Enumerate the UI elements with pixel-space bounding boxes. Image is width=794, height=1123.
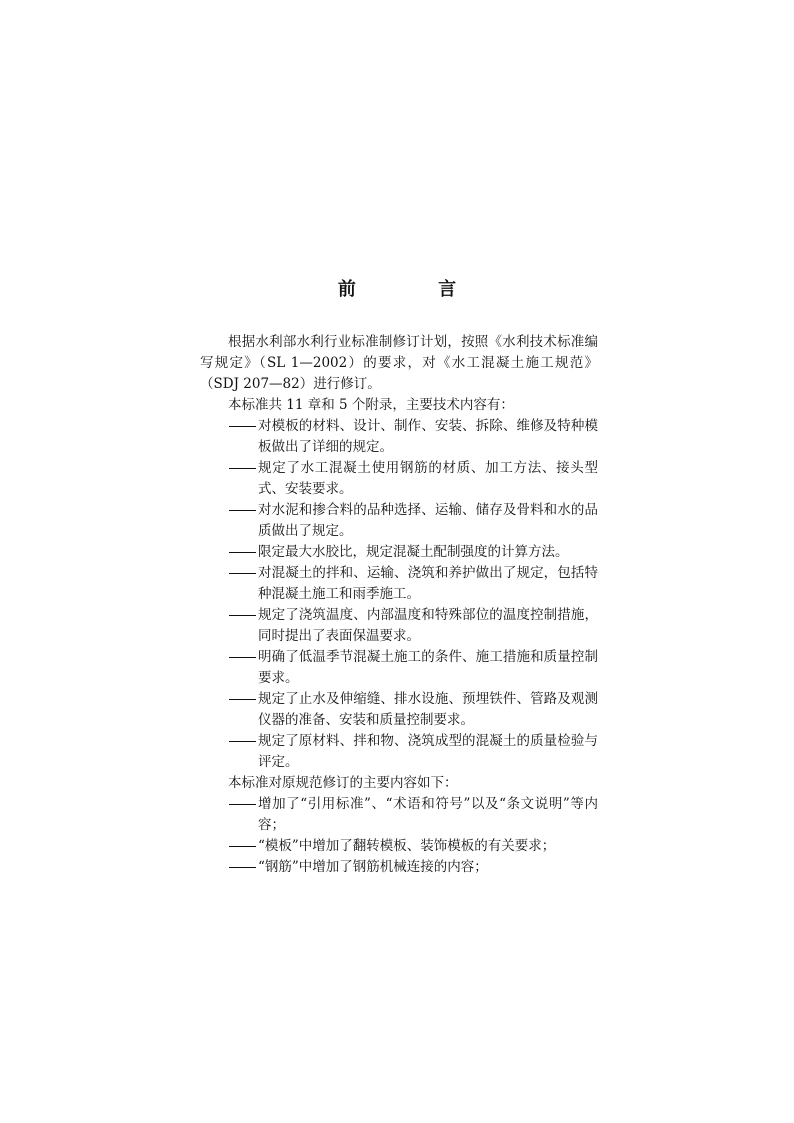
dash-bullet xyxy=(229,605,257,626)
dash-bullet xyxy=(229,689,257,710)
list-item xyxy=(200,731,598,773)
preface-body xyxy=(200,332,598,878)
list-item-text: 规定了止水及伸缩缝、排水设施、预埋铁件、管路及观测仪器的准备、安装和质量控制要求。 xyxy=(258,691,598,728)
list-item-text: 对模板的材料、设计、制作、安装、拆除、维修及特种模板做出了详细的规定。 xyxy=(258,418,598,455)
list-item-text: “模板”中增加了翻转模板、装饰模板的有关要求； xyxy=(258,838,556,854)
technical-contents-intro: 本标准共 11 章和 5 个附录，主要技术内容有： xyxy=(228,397,514,413)
list-item xyxy=(200,542,598,563)
list-item xyxy=(200,458,598,500)
technical-items-list xyxy=(200,416,598,773)
list-item-text: 对水泥和掺合料的品种选择、运输、储存及骨料和水的品质做出了规定。 xyxy=(258,502,598,539)
list-item xyxy=(200,500,598,542)
dash-bullet xyxy=(229,542,257,563)
list-item-text: 限定最大水胶比，规定混凝土配制强度的计算方法。 xyxy=(258,544,569,560)
dash-bullet xyxy=(229,500,257,521)
page-title: 前 言 xyxy=(337,279,495,300)
revision-items-list xyxy=(200,794,598,878)
list-item-text: 规定了浇筑温度、内部温度和特殊部位的温度控制措施，同时提出了表面保温要求。 xyxy=(258,607,598,644)
list-item xyxy=(200,605,598,647)
intro-paragraph: 根据水利部水利行业标准制修订计划，按照《水利技术标准编写规定》（SL 1—2002）的要求，对《水工混凝土施工规范》（SDJ 207—82）进行修订。 xyxy=(200,334,598,392)
list-item xyxy=(200,689,598,731)
dash-bullet xyxy=(229,731,257,752)
list-item xyxy=(200,836,598,857)
list-item xyxy=(200,416,598,458)
dash-bullet xyxy=(229,458,257,479)
dash-bullet xyxy=(229,794,257,815)
list-item-text: 规定了水工混凝土使用钢筋的材质、加工方法、接头型式、安装要求。 xyxy=(258,460,598,497)
dash-bullet xyxy=(229,416,257,437)
list-item xyxy=(200,857,598,878)
dash-bullet xyxy=(229,836,257,857)
list-item-text: 对混凝土的拌和、运输、浇筑和养护做出了规定，包括特种混凝土施工和雨季施工。 xyxy=(258,565,598,602)
list-item xyxy=(200,563,598,605)
dash-bullet xyxy=(229,647,257,668)
dash-bullet xyxy=(229,857,257,878)
revision-intro: 本标准对原规范修订的主要内容如下： xyxy=(228,775,458,791)
list-item xyxy=(200,794,598,836)
list-item-text: 规定了原材料、拌和物、浇筑成型的混凝土的质量检验与评定。 xyxy=(258,733,598,770)
list-item xyxy=(200,647,598,689)
list-item-text: 增加了“引用标准”、“术语和符号”以及“条文说明”等内容； xyxy=(258,796,598,833)
list-item-text: 明确了低温季节混凝土施工的条件、施工措施和质量控制要求。 xyxy=(258,649,598,686)
list-item-text: “钢筋”中增加了钢筋机械连接的内容； xyxy=(258,859,488,875)
dash-bullet xyxy=(229,563,257,584)
